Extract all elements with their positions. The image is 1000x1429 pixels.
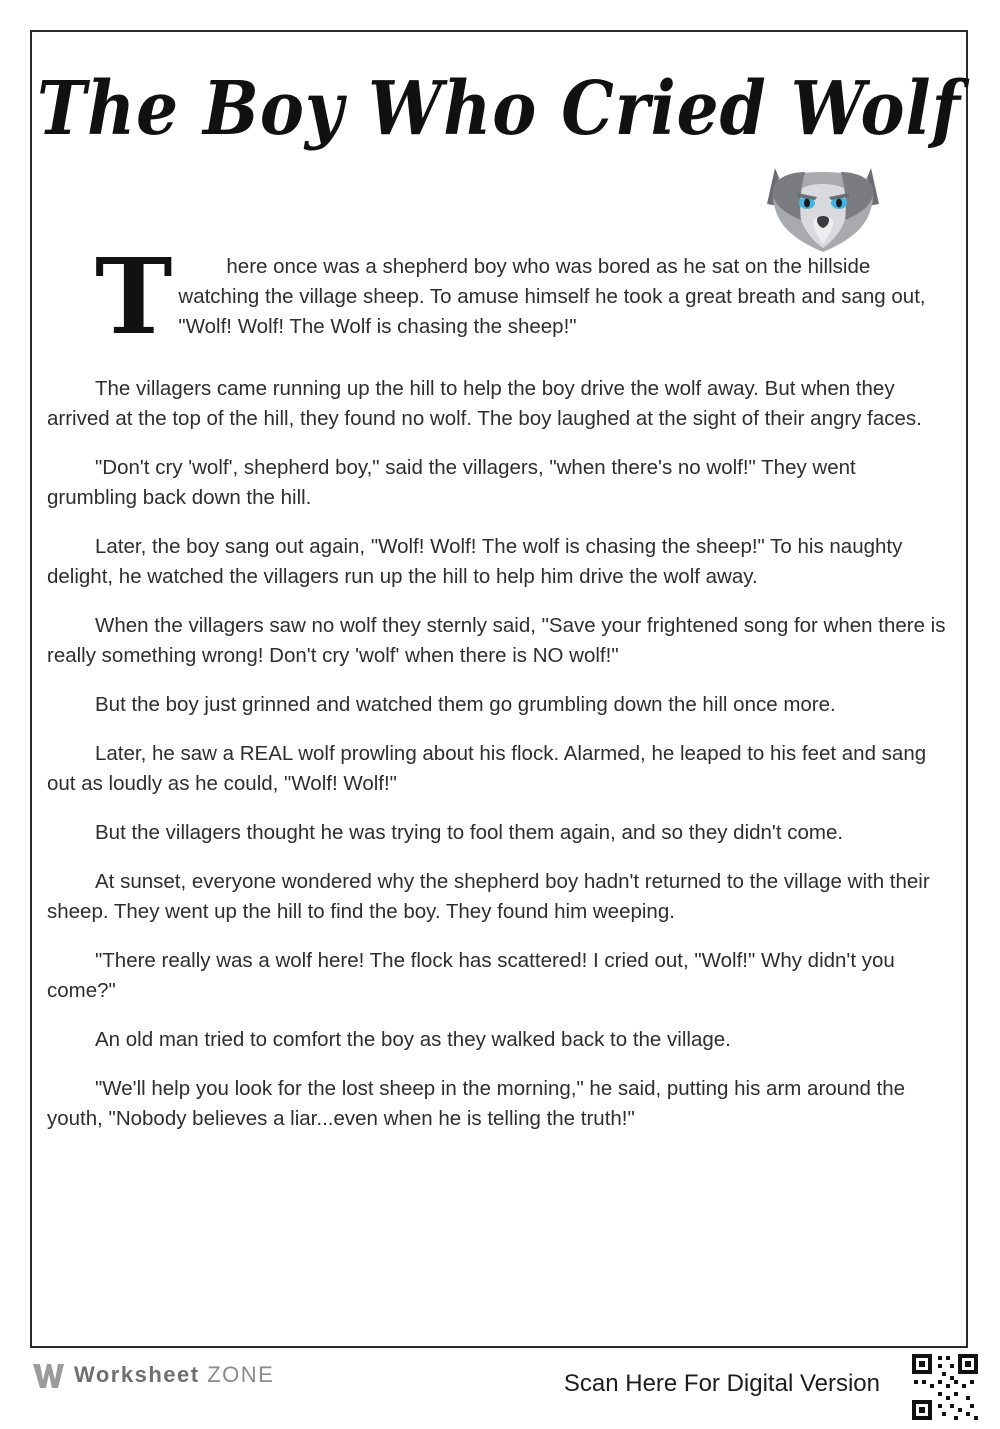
brand-text-second: ZONE (207, 1362, 275, 1387)
paragraph-7: Later, he saw a REAL wolf prowling about his flock. Alarmed, he leaped to his feet and sang out as loudly as he could, "Wolf! Wolf!" (47, 742, 927, 795)
paragraph-12: "We'll help you look for the lost sheep in the morning," he said, putting his arm around the youth, "Nobody believes a liar...even when he is telling the truth!" (47, 1077, 906, 1130)
paragraph-1 (47, 235, 947, 358)
paragraph-10: "There really was a wolf here! The flock has scattered! I cried out, "Wolf!" Why didn't you come?" (47, 949, 895, 1002)
paragraph-1-text: here once was a shepherd boy who was bored as he sat on the hillside watching the village sheep. To amuse himself he took a great breath and sang out, "Wolf! Wolf! The Wolf is chasing the sheep!" (178, 255, 926, 338)
paragraph-3: "Don't cry 'wolf', shepherd boy," said the villagers, "when there's no wolf!" They went grumbling back down the hill. (47, 456, 856, 509)
page-title: The Boy Who Cried Wolf (36, 64, 962, 152)
wolf-head-illustration (757, 160, 889, 255)
drop-cap: T (95, 235, 173, 358)
scan-instruction: Scan Here For Digital Version (563, 1370, 880, 1397)
paragraph-11: An old man tried to comfort the boy as they walked back to the village. (95, 1028, 731, 1051)
story-body (47, 235, 947, 1153)
paragraph-5: When the villagers saw no wolf they sternly said, "Save your frightened song for when there is really something wrong! Don't cry 'wolf' when there is NO wolf!" (47, 614, 946, 667)
brand-text-first: Worksheet (74, 1362, 200, 1387)
qr-code[interactable] (908, 1350, 982, 1424)
paragraph-9: At sunset, everyone wondered why the shepherd boy hadn't returned to the village with their sheep. They went up the hill to find the boy. They found him weeping. (47, 870, 930, 923)
page-footer (0, 1348, 1000, 1414)
paragraph-8: But the villagers thought he was trying to fool them again, and so they didn't come. (95, 821, 844, 844)
paragraph-4: Later, the boy sang out again, "Wolf! Wolf! The wolf is chasing the sheep!" To his naughty delight, he watched the villagers run up the hill to help him drive the wolf away. (47, 535, 903, 588)
worksheet-zone-logo-icon (30, 1358, 64, 1392)
paragraph-6: But the boy just grinned and watched them go grumbling down the hill once more. (95, 693, 836, 716)
title-area (30, 64, 968, 152)
paragraph-2: The villagers came running up the hill to help the boy drive the wolf away. But when they arrived at the top of the hill, they found no wolf. The boy laughed at the sight of their angry faces. (47, 377, 922, 430)
brand-text (74, 1362, 274, 1388)
brand-logo (30, 1358, 274, 1392)
